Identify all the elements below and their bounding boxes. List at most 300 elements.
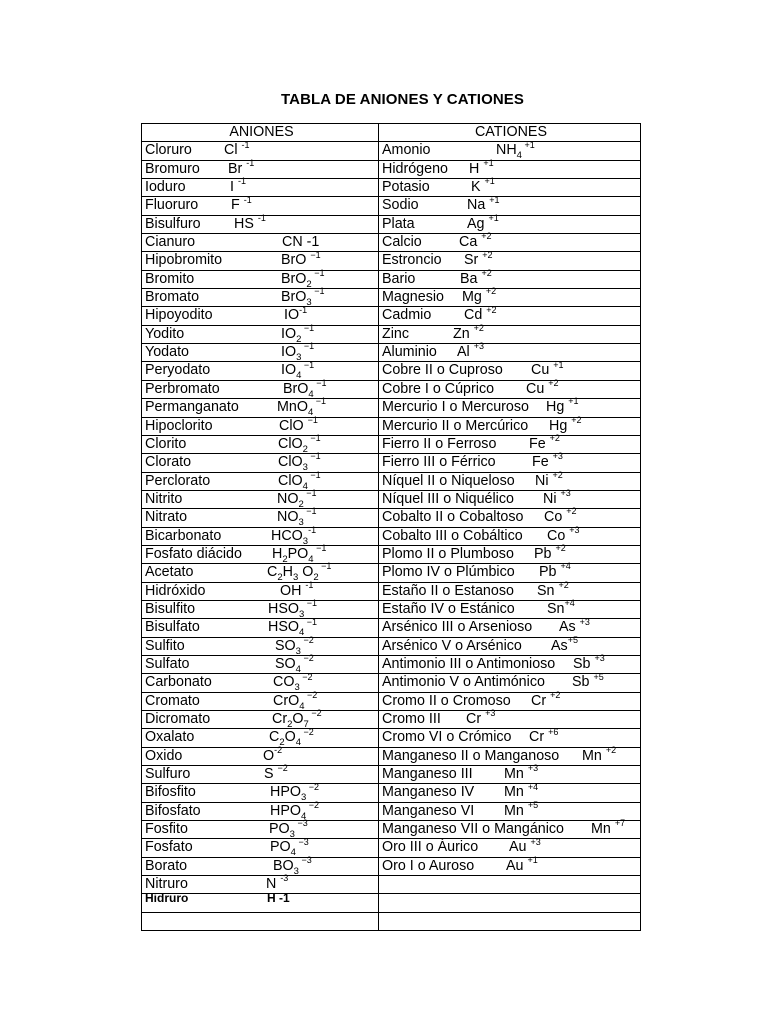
formula-text: Mn — [504, 766, 528, 783]
anion-formula — [273, 671, 313, 694]
anion-name: Hipobromito — [145, 252, 223, 269]
cation-name: Oro I o Auroso — [382, 857, 475, 874]
formula-subscript: 4 — [290, 847, 296, 859]
cation-name: Níquel II o Niqueloso — [382, 472, 515, 489]
table-row — [142, 821, 641, 839]
cation-cell — [379, 414, 641, 435]
formula-text: IO — [284, 307, 300, 324]
formula-subscript: 2 — [296, 333, 302, 345]
formula-subscript: 2 — [287, 718, 293, 730]
cation-formula — [531, 359, 564, 379]
table-row — [142, 839, 641, 857]
formula-charge: −1 — [301, 359, 315, 370]
formula-text: H — [469, 160, 484, 177]
cation-cell — [379, 744, 641, 765]
formula-text: Hg — [546, 399, 569, 416]
cation-cell — [379, 600, 641, 618]
table-row — [142, 160, 641, 178]
formula-text: MnO — [277, 399, 308, 416]
cation-name: Calcio — [382, 234, 422, 251]
anion-formula — [278, 469, 321, 492]
anion-cell — [142, 212, 379, 233]
formula-text: Mg — [462, 289, 486, 306]
anion-name: Hidruro — [145, 891, 189, 906]
anion-cell — [142, 414, 379, 435]
formula-text: Hg — [549, 417, 572, 434]
anion-cell — [142, 561, 379, 584]
formula-text: Na — [467, 197, 490, 214]
formula-text: Sn — [537, 582, 559, 599]
formula-subscript: 3 — [293, 865, 299, 877]
anion-name: Bisulfito — [145, 600, 196, 617]
formula-charge: +4 — [560, 561, 571, 572]
formula-charge: −1 — [311, 286, 325, 297]
cation-name: Sodio — [382, 197, 419, 214]
cation-cell — [379, 396, 641, 417]
anion-name: Bifosfito — [145, 784, 196, 801]
anion-cell — [142, 435, 379, 453]
anion-formula — [273, 854, 312, 877]
cation-name: Fierro III o Férrico — [382, 454, 496, 471]
anion-cell — [142, 689, 379, 712]
formula-text: IO — [281, 362, 297, 379]
formula-text: HSO — [268, 600, 299, 617]
cation-cell — [379, 469, 641, 490]
formula-text: Cd — [464, 307, 487, 324]
formula-text: O — [298, 564, 314, 581]
anion-cell — [142, 396, 379, 419]
cation-cell — [379, 157, 641, 178]
anion-cell — [142, 506, 379, 529]
anion-formula — [230, 176, 246, 196]
anion-formula — [284, 304, 308, 324]
formula-charge: +2 — [555, 543, 566, 554]
empty-cell — [379, 912, 641, 930]
cation-name: Estaño IV o Estánico — [382, 600, 515, 617]
table-row — [142, 179, 641, 197]
formula-text: Au — [506, 857, 528, 874]
formula-charge: −1 — [301, 323, 315, 334]
cation-name: Estaño II o Estanoso — [382, 582, 514, 599]
formula-text: Pb — [534, 545, 556, 562]
table-row — [142, 435, 641, 453]
formula-charge: +2 — [605, 744, 617, 755]
formula-charge: −1 — [304, 616, 318, 627]
anion-name: Bromato — [145, 289, 200, 306]
formula-charge: +3 — [473, 341, 484, 352]
cation-name: Aluminio — [382, 344, 437, 361]
formula-subscript: 3 — [292, 572, 299, 584]
formula-charge: −2 — [306, 799, 320, 810]
cation-formula — [573, 653, 605, 673]
formula-text: Zn — [453, 325, 474, 342]
anion-formula — [224, 139, 250, 159]
cation-name: Potasio — [382, 179, 430, 196]
formula-text: O — [284, 729, 296, 746]
formula-text: Sb — [572, 674, 594, 691]
formula-text: HSO — [268, 619, 299, 636]
empty-cell — [142, 912, 379, 930]
anion-formula — [264, 763, 288, 783]
cation-cell — [379, 671, 641, 692]
formula-text: Cr — [466, 711, 486, 727]
cation-cell — [379, 490, 641, 508]
anion-name: Fluoruro — [145, 197, 199, 214]
formula-charge: +1 — [521, 139, 535, 150]
cation-name: Arsénico III o Arsenioso — [382, 619, 533, 636]
formula-charge: −1 — [307, 433, 321, 444]
cation-formula — [526, 378, 559, 398]
formula-charge: +1 — [484, 176, 495, 187]
formula-subscript: 3 — [306, 296, 312, 308]
formula-text: K — [471, 179, 485, 196]
anion-name: Carbonato — [145, 674, 212, 691]
anion-name: Bromito — [145, 270, 195, 287]
anion-cell — [142, 708, 379, 730]
formula-text: Ni — [535, 472, 553, 489]
formula-text: CO — [273, 674, 295, 691]
formula-text: HS — [234, 215, 258, 232]
anion-name: Nitrito — [145, 490, 183, 507]
anion-formula — [275, 653, 314, 675]
formula-charge: +2 — [481, 267, 492, 278]
anion-cell — [142, 818, 379, 840]
formula-text: H -1 — [267, 891, 290, 906]
anion-cell — [142, 744, 379, 765]
formula-text: Pb — [539, 564, 561, 581]
anion-name: Acetato — [145, 564, 194, 581]
formula-text: F — [231, 197, 244, 214]
formula-text: PO — [287, 545, 309, 562]
formula-text: Fe — [529, 435, 550, 452]
formula-text: Mn — [504, 784, 528, 801]
formula-text: Cl — [224, 142, 242, 159]
formula-charge: +4 — [527, 781, 539, 792]
cation-name: Cobalto II o Cobaltoso — [382, 509, 524, 526]
anion-name: Bisulfato — [145, 619, 200, 636]
anion-cell — [142, 157, 379, 178]
anion-name: Oxalato — [145, 729, 195, 746]
formula-text: Cr — [531, 692, 551, 709]
table-row — [142, 857, 641, 875]
formula-text: HPO — [270, 802, 301, 819]
formula-text: Mn — [582, 747, 606, 764]
formula-subscript: 4 — [298, 627, 305, 639]
cation-formula — [504, 781, 539, 801]
cation-cell — [379, 435, 641, 453]
formula-text: CN -1 — [282, 234, 320, 251]
anion-cell — [142, 139, 379, 160]
formula-subscript: 2 — [306, 278, 312, 290]
formula-text: NH — [496, 142, 517, 159]
formula-subscript: 3 — [289, 828, 295, 840]
formula-charge: -2 — [274, 744, 283, 755]
formula-charge: -3 — [280, 873, 289, 884]
formula-subscript: 4 — [308, 553, 314, 565]
anion-formula — [281, 286, 325, 308]
cation-cell — [379, 854, 641, 875]
cation-formula — [464, 304, 497, 324]
table-row — [142, 912, 641, 930]
cation-name: Fierro II o Ferroso — [382, 435, 497, 452]
cation-name: Cadmio — [382, 307, 432, 324]
formula-text: BrO — [281, 252, 311, 269]
cation-name: Bario — [382, 270, 416, 287]
table-row — [142, 729, 641, 747]
cation-formula — [462, 286, 497, 306]
formula-charge: -1 — [246, 157, 255, 168]
anion-cell — [142, 891, 379, 912]
formula-charge: −1 — [307, 469, 321, 480]
formula-charge: +7 — [614, 818, 626, 829]
anion-formula — [270, 836, 309, 859]
cation-formula — [529, 726, 559, 746]
anion-formula — [272, 708, 322, 730]
formula-subscript: 3 — [298, 517, 304, 529]
cation-formula — [506, 854, 538, 875]
table-row — [142, 215, 641, 233]
cation-cell — [379, 545, 641, 563]
formula-charge: −1 — [311, 267, 325, 278]
formula-charge: −1 — [303, 506, 317, 517]
anion-cell — [142, 854, 379, 877]
formula-text: HCO — [271, 527, 303, 544]
formula-text: ClO — [278, 472, 303, 489]
formula-text: HPO — [270, 784, 301, 801]
formula-charge: +2 — [485, 286, 497, 297]
formula-subscript: 3 — [295, 645, 301, 657]
cation-name: Estroncio — [382, 252, 442, 269]
formula-subscript: 3 — [296, 351, 302, 363]
aniones-header: ANIONES — [142, 124, 379, 142]
cation-name: Manganeso VI — [382, 802, 475, 819]
formula-charge: +2 — [566, 506, 577, 517]
anion-name: Bicarbonato — [145, 527, 222, 544]
table-row — [142, 399, 641, 417]
cation-name: Arsénico V o Arsénico — [382, 637, 522, 654]
anion-name: Ioduro — [145, 179, 186, 196]
cation-name: Manganeso III — [382, 766, 473, 783]
cation-formula — [504, 799, 539, 820]
table-row — [142, 362, 641, 380]
anion-cell — [142, 671, 379, 694]
table-row — [142, 509, 641, 527]
table-row — [142, 802, 641, 820]
formula-charge: −3 — [298, 854, 312, 865]
formula-text: BrO — [281, 270, 307, 287]
cation-name: Plomo II o Plumboso — [382, 545, 514, 562]
ions-table — [141, 123, 641, 931]
anion-formula — [281, 359, 315, 382]
anion-name: Perclorato — [145, 472, 211, 489]
table-row — [142, 197, 641, 215]
formula-charge: +2 — [482, 249, 493, 260]
formula-charge: -1 — [308, 524, 317, 535]
table-header-row — [142, 124, 641, 142]
cation-name: Manganeso II o Manganoso — [382, 747, 560, 764]
formula-text: C — [269, 729, 280, 746]
formula-text: Fe — [532, 454, 553, 471]
anion-cell — [142, 451, 379, 474]
formula-charge: +2 — [552, 469, 563, 480]
formula-subscript: 2 — [298, 498, 304, 510]
cation-formula — [464, 249, 493, 269]
formula-charge: -1 — [257, 212, 266, 223]
cationes-header: CATIONES — [379, 124, 641, 142]
cation-name: Cobalto III o Cobáltico — [382, 527, 523, 544]
anion-formula — [231, 194, 252, 214]
formula-text: Sb — [573, 655, 595, 672]
cation-formula — [559, 616, 590, 636]
formula-text: OH — [280, 582, 306, 599]
formula-charge: +3 — [560, 488, 571, 499]
cation-name: Cromo VI o Crómico — [382, 729, 512, 746]
formula-charge: +3 — [527, 763, 539, 774]
formula-text: NO — [277, 509, 299, 526]
anion-cell — [142, 579, 379, 600]
cation-name: Cobre I o Cúprico — [382, 380, 495, 397]
anion-formula — [271, 524, 317, 547]
cation-name: Hidrógeno — [382, 160, 448, 177]
cation-cell — [379, 836, 641, 857]
anion-cell — [142, 763, 379, 784]
table-row — [142, 325, 641, 343]
anion-name: Nitrato — [145, 509, 188, 526]
cation-cell — [379, 876, 641, 894]
formula-charge: −1 — [318, 561, 332, 572]
formula-charge: +1 — [527, 854, 538, 865]
cation-formula — [582, 744, 617, 765]
formula-charge: +5 — [593, 671, 604, 682]
anion-cell — [142, 469, 379, 492]
formula-text: Ba — [460, 270, 482, 287]
anion-formula — [267, 561, 332, 584]
formula-subscript: 2 — [277, 572, 283, 584]
formula-charge: −2 — [306, 781, 320, 792]
formula-text: PO — [269, 821, 290, 838]
cation-cell — [379, 212, 641, 233]
anion-name: Cloruro — [145, 142, 192, 159]
formula-text: ClO — [278, 454, 303, 471]
anion-formula — [268, 616, 318, 639]
formula-charge: −1 — [313, 378, 327, 389]
anion-name: Yodito — [145, 325, 185, 342]
formula-text: ClO — [278, 435, 303, 452]
formula-text: Co — [547, 527, 570, 544]
table-row — [142, 600, 641, 618]
formula-text: IO — [281, 344, 297, 361]
anion-cell — [142, 286, 379, 308]
formula-charge: −2 — [304, 689, 318, 700]
cation-cell — [379, 304, 641, 325]
cation-formula — [471, 176, 495, 196]
cation-cell — [379, 561, 641, 582]
formula-text: ClO — [279, 417, 308, 434]
cation-formula — [532, 451, 563, 471]
cation-formula — [467, 194, 500, 214]
anion-formula — [279, 414, 318, 435]
anion-formula — [269, 818, 308, 840]
table-row — [142, 234, 641, 252]
formula-text: Au — [509, 839, 531, 856]
formula-charge: −2 — [300, 653, 314, 664]
formula-charge: +1 — [483, 157, 494, 168]
anion-name: Yodato — [145, 344, 190, 361]
formula-charge: −1 — [307, 414, 318, 425]
formula-charge: −1 — [310, 249, 321, 260]
cation-formula — [547, 524, 580, 545]
formula-subscript: 3 — [294, 682, 300, 694]
formula-charge: -1 — [305, 579, 314, 590]
cation-formula — [537, 579, 569, 600]
formula-subscript: 4 — [295, 663, 301, 675]
anion-cell — [142, 836, 379, 859]
anion-name: Dicromato — [145, 711, 211, 727]
anion-cell — [142, 325, 379, 343]
formula-subscript: 4 — [296, 370, 302, 382]
formula-charge: −1 — [313, 543, 327, 554]
formula-text: Ag — [467, 215, 489, 232]
anion-name: Fosfato — [145, 839, 193, 856]
formula-charge: −2 — [308, 708, 322, 719]
cation-cell — [379, 616, 641, 637]
anion-name: Cromato — [145, 692, 200, 709]
cation-name: Plata — [382, 215, 415, 232]
anion-cell — [142, 249, 379, 270]
anion-formula — [281, 249, 321, 269]
cation-name: Mercurio II o Mercúrico — [382, 417, 529, 434]
anion-name: Clorito — [145, 435, 187, 452]
cation-formula — [459, 231, 492, 251]
formula-charge: −1 — [301, 341, 315, 352]
anion-name: Hidróxido — [145, 582, 206, 599]
cation-name: Plomo IV o Plúmbico — [382, 564, 515, 581]
formula-charge: −1 — [303, 488, 317, 499]
anion-name: Sulfito — [145, 637, 185, 654]
anion-name: Fosfito — [145, 821, 188, 838]
anion-name: Nitruro — [145, 876, 188, 893]
formula-charge: −2 — [301, 726, 314, 737]
anion-formula — [281, 341, 315, 363]
anion-formula — [277, 506, 317, 529]
cation-cell — [379, 726, 641, 747]
anion-name: Bisulfuro — [145, 215, 201, 232]
formula-text: Sn — [547, 600, 565, 617]
formula-text: BrO — [281, 289, 307, 306]
anion-cell — [142, 600, 379, 618]
cation-formula — [504, 763, 539, 783]
formula-text: Ca — [459, 234, 482, 251]
formula-text: PO — [270, 839, 291, 856]
formula-text: Br — [228, 160, 247, 177]
anion-cell — [142, 267, 379, 290]
formula-subscript: 4 — [516, 150, 522, 162]
cation-formula — [547, 598, 575, 618]
table-row — [142, 417, 641, 435]
cation-cell — [379, 524, 641, 545]
formula-text: Co — [544, 509, 567, 526]
cation-cell — [379, 894, 641, 912]
cation-cell — [379, 176, 641, 197]
anion-cell — [142, 524, 379, 547]
anion-formula — [277, 396, 327, 419]
anion-cell — [142, 799, 379, 822]
cation-name: Manganeso VII o Mangánico — [382, 821, 565, 838]
formula-charge: −2 — [299, 671, 313, 682]
anion-name: Fosfato diácido — [145, 545, 242, 562]
table-row — [142, 454, 641, 472]
anion-formula — [270, 781, 320, 804]
